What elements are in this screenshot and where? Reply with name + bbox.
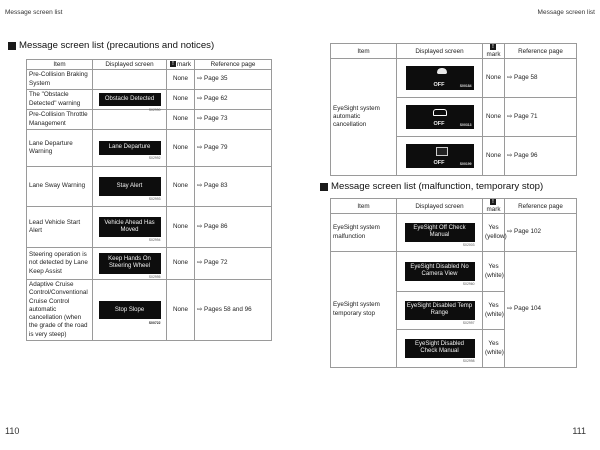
table-header-row	[331, 44, 577, 59]
row-mark: Yes (yellow)	[483, 214, 505, 252]
warning-mark-icon: !	[170, 61, 176, 67]
row-reference-link[interactable]: ⇨ Page 58	[505, 59, 577, 98]
row-mark: None	[167, 167, 195, 207]
left-section-title-text: Message screen list (precautions and notices)	[19, 40, 215, 51]
col-mark: !mark	[483, 44, 505, 59]
table-row	[27, 167, 272, 207]
message-screen: OFF S00313	[406, 105, 474, 129]
warning-mark-icon: !	[490, 199, 496, 205]
row-reference-link[interactable]: ⇨ Page 73	[195, 110, 272, 130]
row-item: Pre-Collision Throttle Management	[27, 110, 93, 130]
screen-code: S02990	[148, 107, 161, 112]
table-row	[27, 130, 272, 167]
right-section-title	[320, 181, 543, 192]
page-header-right: Message screen list	[537, 9, 595, 16]
screen-code: S02995	[148, 274, 161, 279]
row-reference-link[interactable]: ⇨ Page 79	[195, 130, 272, 167]
page-header-left: Message screen list	[5, 9, 63, 16]
table-row	[331, 214, 577, 252]
message-screen: EyeSight Disabled No Camera View S02960	[405, 262, 475, 280]
table-row	[331, 252, 577, 292]
row-screen-empty	[93, 70, 167, 90]
warning-mark-icon: !	[490, 44, 496, 50]
screen-code: S00722	[148, 320, 161, 325]
col-displayed-screen: Displayed screen	[397, 199, 483, 214]
row-item: EyeSight system temporary stop	[331, 252, 397, 368]
row-reference-link[interactable]: ⇨ Page 83	[195, 167, 272, 207]
page-number-left: 110	[5, 426, 20, 436]
row-mark: None	[167, 110, 195, 130]
row-item: Lane Sway Warning	[27, 167, 93, 207]
table-row	[27, 90, 272, 110]
row-mark: None	[167, 248, 195, 280]
right-top-table	[330, 43, 577, 176]
row-reference-link[interactable]: ⇨ Page 71	[505, 98, 577, 137]
message-screen: OFF S00199	[406, 144, 474, 168]
row-reference-link[interactable]: ⇨ Page 72	[195, 248, 272, 280]
table-row	[27, 248, 272, 280]
col-reference: Reference page	[195, 60, 272, 70]
screen-code: S02997	[462, 320, 475, 325]
screen-code: S02960	[462, 281, 475, 286]
table-row	[27, 280, 272, 341]
col-item: Item	[27, 60, 93, 70]
row-item: EyeSight system automatic cancellation	[331, 59, 397, 176]
row-item: Adaptive Cruise Control/Conventional Cruise Control automatic cancellation (when the grade of the road is very steep)	[27, 280, 93, 341]
row-reference-link[interactable]: ⇨ Page 62	[195, 90, 272, 110]
obstacle-icon	[437, 68, 447, 74]
message-screen: EyeSight Disabled Temp Range S02997	[405, 301, 475, 319]
message-screen: Stay Alert S02993	[99, 177, 161, 196]
screen-code: S02003	[462, 242, 475, 247]
row-reference-link[interactable]: ⇨ Page 35	[195, 70, 272, 90]
screen-code: S00184	[459, 84, 472, 89]
row-mark: Yes (white)	[483, 252, 505, 292]
col-displayed-screen: Displayed screen	[397, 44, 483, 59]
row-item: Lead Vehicle Start Alert	[27, 207, 93, 248]
message-screen: OFF S00184	[406, 66, 474, 90]
row-mark: Yes (white)	[483, 292, 505, 330]
row-mark: None	[167, 70, 195, 90]
row-mark: None	[483, 98, 505, 137]
message-screen: Vehicle Ahead Has Moved S02994	[99, 217, 161, 237]
section-square-icon	[320, 183, 328, 191]
table-row	[331, 59, 577, 98]
row-reference-link[interactable]: ⇨ Pages 58 and 96	[195, 280, 272, 341]
right-message-table	[330, 198, 577, 368]
row-mark: Yes (white)	[483, 330, 505, 368]
col-item: Item	[331, 199, 397, 214]
message-screen: EyeSight Disabled Check Manual S02998	[405, 339, 475, 357]
message-screen: Lane Departure S02992	[99, 141, 161, 155]
message-screen: Obstacle Detected S02990	[99, 93, 161, 107]
page-number-right: 111	[572, 426, 586, 436]
section-square-icon	[8, 42, 16, 50]
row-mark: None	[483, 137, 505, 176]
row-mark: None	[167, 280, 195, 341]
row-item: Steering operation is not detected by Lane Keep Assist	[27, 248, 93, 280]
row-reference-link[interactable]: ⇨ Page 104	[505, 252, 577, 368]
car-icon	[433, 109, 447, 116]
table-row	[27, 70, 272, 90]
table-header-row	[331, 199, 577, 214]
row-mark: None	[167, 90, 195, 110]
screen-code: S02992	[148, 156, 161, 161]
col-item: Item	[331, 44, 397, 59]
right-section-title-text: Message screen list (malfunction, temporary stop)	[331, 181, 544, 192]
row-reference-link[interactable]: ⇨ Page 86	[195, 207, 272, 248]
col-mark: ! mark	[167, 60, 195, 70]
row-item: Pre-Collision Braking System	[27, 70, 93, 90]
screen-code: S02994	[148, 238, 161, 243]
row-reference-link[interactable]: ⇨ Page 96	[505, 137, 577, 176]
table-row	[27, 207, 272, 248]
row-mark: None	[167, 130, 195, 167]
row-reference-link[interactable]: ⇨ Page 102	[505, 214, 577, 252]
table-row	[27, 110, 272, 130]
row-mark: None	[483, 59, 505, 98]
message-screen: Keep Hands On Steering Wheel S02995	[99, 253, 161, 273]
row-mark: None	[167, 207, 195, 248]
row-item: The "Obstacle Detected" warning	[27, 90, 93, 110]
screen-code: S02993	[148, 197, 161, 202]
camera-icon	[436, 147, 448, 156]
col-mark: !mark	[483, 199, 505, 214]
col-reference: Reference page	[505, 44, 577, 59]
message-screen: EyeSight Off Check Manual S02003	[405, 223, 475, 241]
left-message-table	[26, 59, 272, 341]
left-section-title	[8, 40, 214, 51]
screen-code: S00313	[459, 123, 472, 128]
row-item: Lane Departure Warning	[27, 130, 93, 167]
screen-code: S02998	[462, 358, 475, 363]
col-displayed-screen: Displayed screen	[93, 60, 167, 70]
message-screen: Stop Slope S00722	[99, 301, 161, 320]
row-item: EyeSight system malfunction	[331, 214, 397, 252]
col-reference: Reference page	[505, 199, 577, 214]
screen-code: S00199	[459, 162, 472, 167]
table-header-row	[27, 60, 272, 70]
